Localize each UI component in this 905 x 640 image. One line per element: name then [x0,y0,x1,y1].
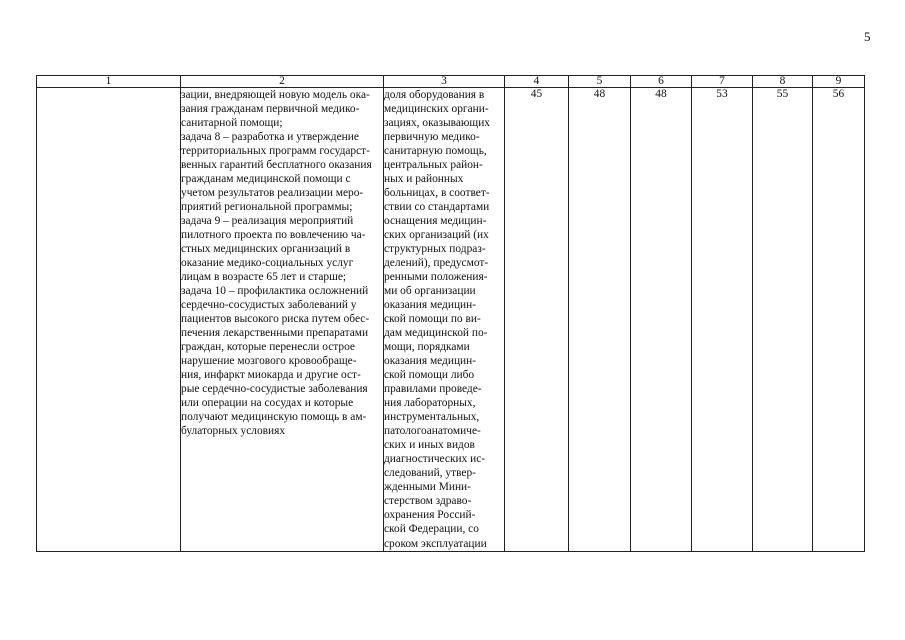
text-line: патологоанатомиче- [384,425,481,438]
text-line: или операции на сосудах и которые [181,397,354,410]
page-number: 5 [864,29,871,44]
table-row [37,88,865,552]
text-line: оказания медицин- [384,355,477,368]
column-header-7: 7 [692,76,753,88]
text-line: пилотного проекта по вовлечению ча- [181,229,366,242]
text-line: стерством здраво- [384,495,472,508]
value-cell-6: 48 [631,88,692,552]
text-line: гражданам медицинской помощи с [181,173,351,186]
text-line: мощи, порядками [384,341,470,354]
value-cell-4: 45 [505,88,569,552]
text-line: граждан, которые перенесли острое [181,341,355,354]
column-header-4: 4 [505,76,569,88]
text-line: сердечно-сосудистых заболеваний у [181,299,357,312]
text-line: ских и иных видов [384,439,475,452]
text-line: ных и районных [384,173,464,186]
header-row [37,76,865,88]
text-line: ской помощи либо [384,369,475,382]
text-line: пациентов высокого риска путем обес- [181,313,370,326]
text-line: стных медицинских организаций в [181,243,351,256]
tasks-text-cell [181,88,384,552]
text-line: жденными Мини- [384,481,471,494]
text-line: ния лабораторных, [384,397,476,410]
text-line: зациях, оказывающих [384,117,490,130]
text-line: территориальных программ государст- [181,145,370,158]
text-line: задача 8 – разработка и утверждение [181,131,359,144]
text-line: дам медицинской по- [384,327,488,340]
column-header-3: 3 [384,76,505,88]
text-line: охранения Россий- [384,509,476,522]
column-header-1: 1 [37,76,181,88]
value-cell-5: 48 [569,88,631,552]
column-header-5: 5 [569,76,631,88]
text-line: ствии со стандартами [384,201,490,214]
column-header-9: 9 [813,76,865,88]
text-line: инструментальных, [384,411,480,424]
indicator-text-cell [384,88,505,552]
text-line: учетом результатов реализации меро- [181,187,364,200]
cell-col1 [37,88,181,552]
text-line: диагностических ис- [384,453,486,466]
value-cell-9: 56 [813,88,865,552]
text-line: санитарную помощь, [384,145,487,158]
text-line: рые сердечно-сосудистые заболевания [181,383,368,396]
text-line: зации, внедряющей новую модель ока- [181,89,370,101]
text-line: получают медицинскую помощь в ам- [181,411,367,424]
text-line: венных гарантий бесплатного оказания [181,159,372,172]
text-line: оказание медико-социальных услуг [181,257,354,270]
text-line: сроком эксплуатации [384,537,487,550]
text-line: булаторных условиях [181,425,286,438]
text-line: ских организаций (их [384,229,489,242]
text-line: больницах, в соответ- [384,187,490,200]
column-header-8: 8 [753,76,813,88]
text-line: санитарной помощи; [181,117,283,130]
column-header-6: 6 [631,76,692,88]
text-line: доля оборудования в [384,89,485,101]
text-line: следований, утвер- [384,467,476,480]
text-line: задача 10 – профилактика осложнений [181,285,369,298]
text-line: оснащения медицин- [384,215,487,228]
text-line: ренными положения- [384,271,488,284]
text-line: нарушение мозгового кровообраще- [181,355,357,368]
text-line: ской Федерации, со [384,523,479,536]
text-line: делений), предусмот- [384,257,489,270]
text-line: задача 9 – реализация мероприятий [181,215,354,228]
column-header-2: 2 [181,76,384,88]
text-line: приятий региональной программы; [181,201,353,214]
text-line: правилами проведе- [384,383,482,396]
text-line: ми об организации [384,285,476,298]
indicators-table [36,75,865,552]
text-line: лицам в возрасте 65 лет и старше; [181,271,347,284]
value-cell-7: 53 [692,88,753,552]
text-line: медицинских органи- [384,103,489,116]
text-line: печения лекарственными препаратами [181,327,369,340]
text-line: центральных район- [384,159,483,172]
text-line: ской помощи по ви- [384,313,481,326]
text-line: структурных подраз- [384,243,486,256]
text-line: ния, инфаркт миокарда и другие ост- [181,369,361,382]
text-line: зания гражданам первичной медико- [181,103,360,116]
value-cell-8: 55 [753,88,813,552]
text-line: оказания медицин- [384,299,477,312]
text-line: первичную медико- [384,131,480,144]
